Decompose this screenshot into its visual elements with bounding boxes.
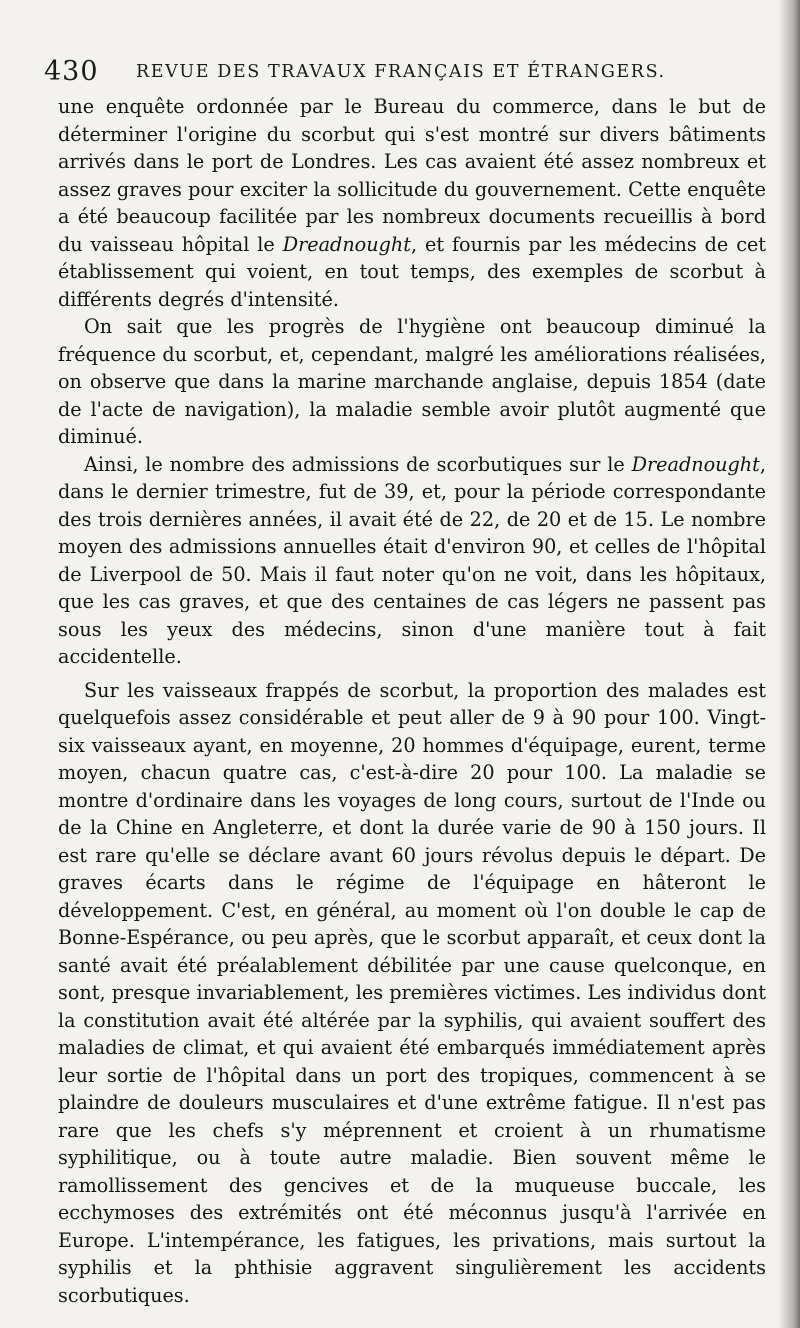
paragraph-1-text-start: une enquête ordonnée par le Bureau du commerce, dans le but de déterminer l'origine du scorbut qui s'est montré sur divers bâtiments arrivés dans le port de Londres. Les cas avaient été assez nombreux et assez graves pour exciter la sollicitude du gouvernement. Cette enquête a été beaucoup facilitée par les nombreux documents recueillis à bord du vaisseau hôpital le	[58, 95, 766, 256]
paragraph-4	[58, 677, 766, 1310]
running-head	[44, 54, 674, 88]
paragraph-3-text-start: Ainsi, le nombre des admissions de scorbutiques sur le	[84, 452, 632, 476]
page-number: 430	[44, 56, 99, 87]
paragraph-2	[58, 313, 766, 451]
paragraph-1	[58, 93, 766, 313]
paragraph-3	[58, 451, 766, 671]
paragraph-1-text-end: , et fournis par les médecins de cet établissement qui voient, en tout temps, des exemples de scorbut à différents degrés d'intensité.	[58, 232, 767, 311]
paragraph-3-text-end: , dans le dernier trimestre, fut de 39, et, pour la période correspondante des trois dernières années, il avait été de 22, de 20 et de 15. Le nombre moyen des admissions annuelles était d'environ 90, et celles de l'hôpital de Liverpool de 50. Mais il faut noter qu'on ne voit, dans les hôpitaux, que les cas graves, et que des centaines de cas légers ne passent pas sous les yeux des médecins, sinon d'une manière tout à fait accidentelle.	[58, 452, 766, 668]
journal-title: REVUE DES TRAVAUX FRANÇAIS ET ÉTRANGERS.	[136, 62, 666, 82]
paragraph-2-text: On sait que les progrès de l'hygiène ont beaucoup diminué la fréquence du scorbut, et, cependant, malgré les améliorations réalisées, on observe que dans la marine marchande anglaise, depuis 1854 (date de l'acte de navigation), la maladie semble avoir plutôt augmenté que diminué.	[58, 315, 766, 448]
ship-name-italic: Dreadnought	[631, 452, 760, 476]
body-text	[58, 93, 766, 1309]
ship-name-italic: Dreadnought	[282, 232, 411, 256]
page-edge-shadow	[778, 0, 800, 1328]
paragraph-4-text: Sur les vaisseaux frappés de scorbut, la proportion des malades est quelquefois assez considérable et peut aller de 9 à 90 pour 100. Vingt-six vaisseaux ayant, en moyenne, 20 hommes d'équipage, eurent, terme moyen, chacun quatre cas, c'est-à-dire 20 pour 100. La maladie se montre d'ordinaire dans les voyages de long cours, surtout de l'Inde ou de la Chine en Angleterre, et dont la durée varie de 90 à 150 jours. Il est rare qu'elle se déclare avant 60 jours révolus depuis le départ. De graves écarts dans le régime de l'équipage en hâteront le développement. C'est, en général, au moment où l'on double le cap de Bonne-Espérance, ou peu après, que le scorbut apparaît, et ceux dont la santé avait été préalablement débilitée par une cause quelconque, en sont, presque invariablement, les premières victimes. Les individus dont la constitution avait été altérée par la syphilis, qui avaient souffert des maladies de climat, et qui avaient été embarqués immédiatement après leur sortie de l'hôpital dans un port des tropiques, commencent à se plaindre de douleurs musculaires et d'une extrême fatigue. Il n'est pas rare que les chefs s'y méprennent et croient à un rhumatisme syphilitique, ou à toute autre maladie. Bien souvent même le ramollissement des gencives et de la muqueuse buccale, les ecchymoses des extrémités ont été méconnus jusqu'à l'arrivée en Europe. L'intempérance, les fatigues, les privations, mais surtout la syphilis et la phthisie aggravent singulièrement les accidents scorbutiques.	[58, 678, 766, 1307]
